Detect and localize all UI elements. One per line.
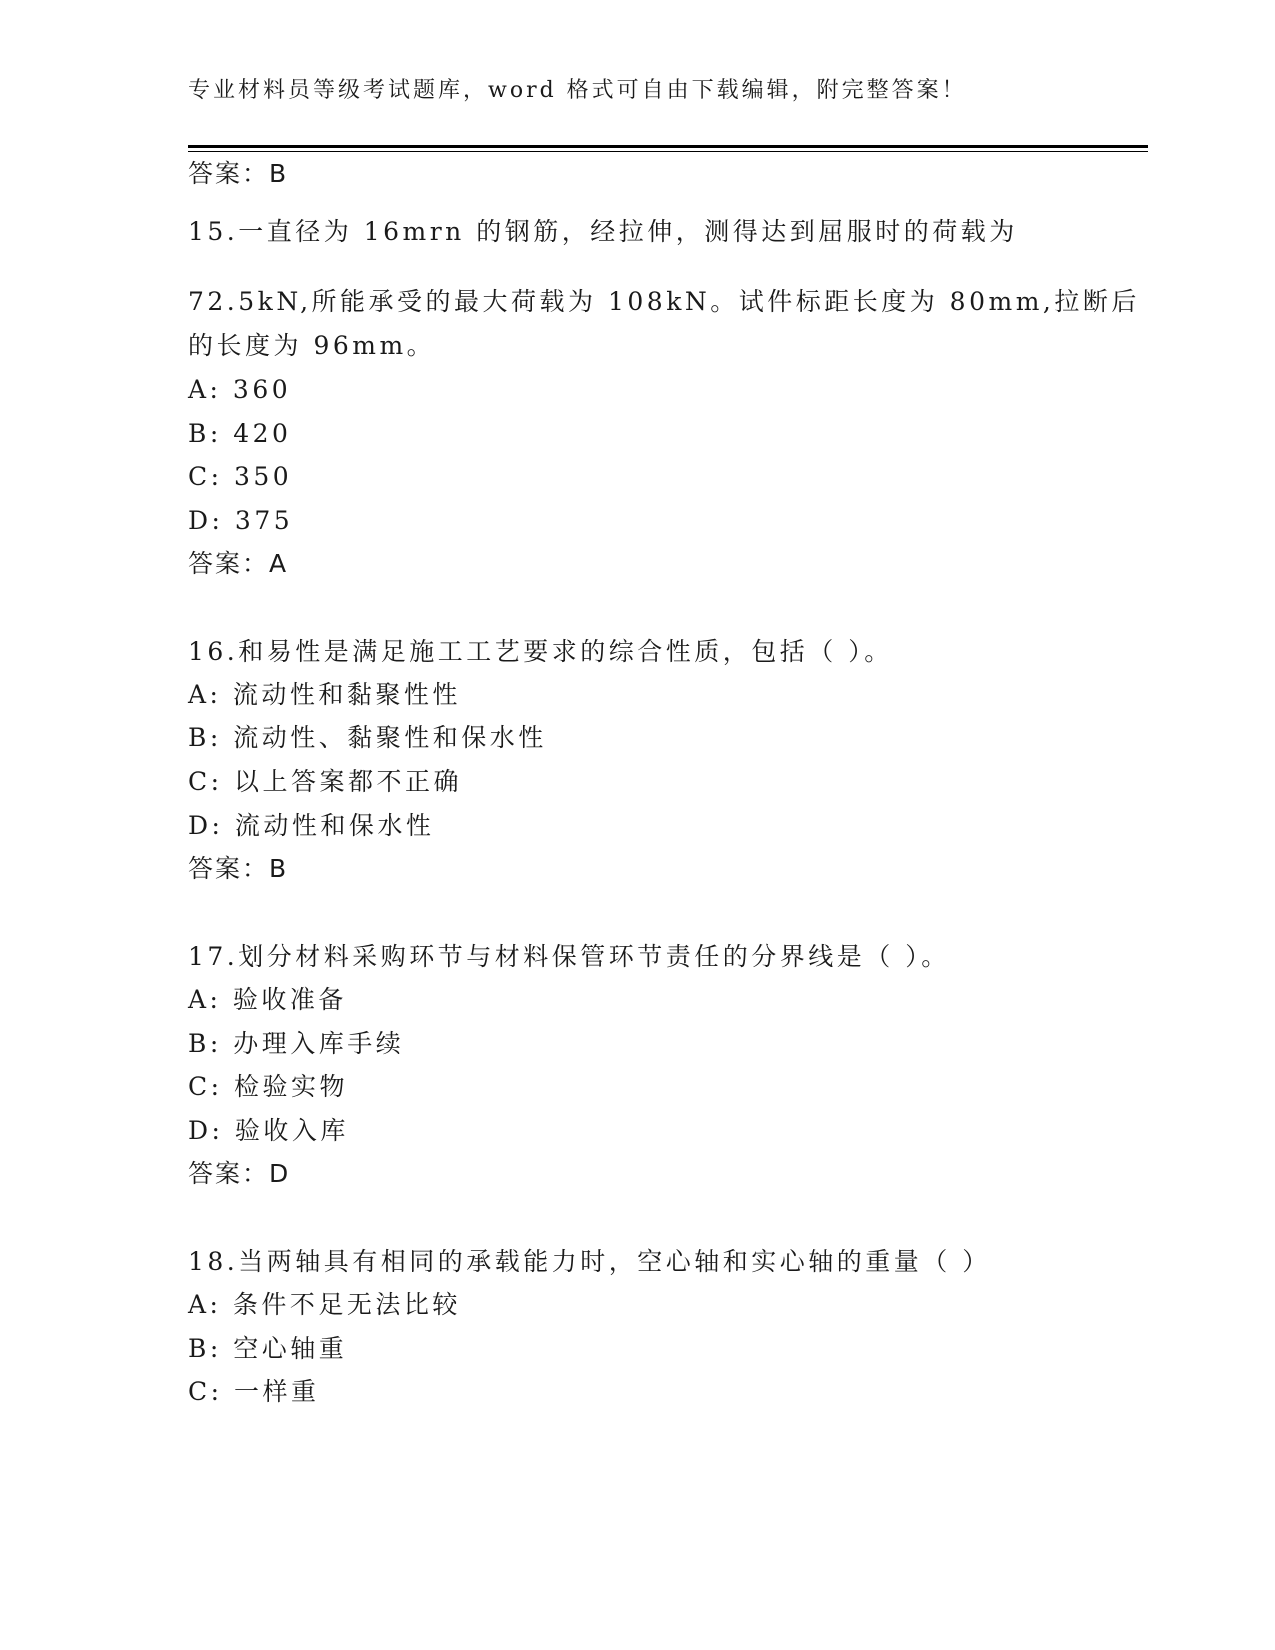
question-18-option-b: B: 空心轴重	[188, 1334, 348, 1363]
question-15-option-c: C: 350	[188, 462, 293, 491]
question-15-option-a: A: 360	[188, 375, 292, 404]
question-16-option-c: C: 以上答案都不正确	[188, 767, 462, 796]
question-15-stem-line-2: 72.5kN,所能承受的最大荷载为 108kN。试件标距长度为 80mm,拉断后	[188, 287, 1140, 316]
previous-answer: 答案：B	[188, 159, 289, 188]
question-15-option-d: D: 375	[188, 506, 294, 535]
question-18-option-a: A: 条件不足无法比较	[188, 1290, 461, 1319]
question-17-option-d: D: 验收入库	[188, 1116, 349, 1145]
page-header: 专业材料员等级考试题库，word 格式可自由下载编辑，附完整答案！	[188, 78, 967, 103]
question-18-option-c: C: 一样重	[188, 1377, 320, 1406]
header-rule-thick	[188, 145, 1148, 148]
question-15-stem-line-1: 15.一直径为 16mrn 的钢筋，经拉伸，测得达到屈服时的荷载为	[188, 217, 1018, 246]
question-15-stem-line-3: 的长度为 96mm。	[188, 331, 436, 360]
question-17-option-c: C: 检验实物	[188, 1072, 348, 1101]
question-17-stem-line-1: 17.划分材料采购环节与材料保管环节责任的分界线是（ ）。	[188, 942, 950, 971]
question-18-stem-line-1: 18.当两轴具有相同的承载能力时，空心轴和实心轴的重量（ ）	[188, 1247, 991, 1276]
question-16-answer: 答案：B	[188, 854, 289, 883]
question-17-answer: 答案：D	[188, 1159, 291, 1188]
question-16-stem-line-1: 16.和易性是满足施工工艺要求的综合性质，包括（ ）。	[188, 637, 893, 666]
question-17-option-a: A: 验收准备	[188, 985, 347, 1014]
question-16-option-d: D: 流动性和保水性	[188, 811, 435, 840]
question-15-option-b: B: 420	[188, 419, 292, 448]
question-17-option-b: B: 办理入库手续	[188, 1029, 405, 1058]
question-15-answer: 答案：A	[188, 549, 289, 578]
header-rule-thin	[188, 151, 1148, 152]
question-16-option-a: A: 流动性和黏聚性性	[188, 680, 461, 709]
question-16-option-b: B: 流动性、黏聚性和保水性	[188, 723, 547, 752]
